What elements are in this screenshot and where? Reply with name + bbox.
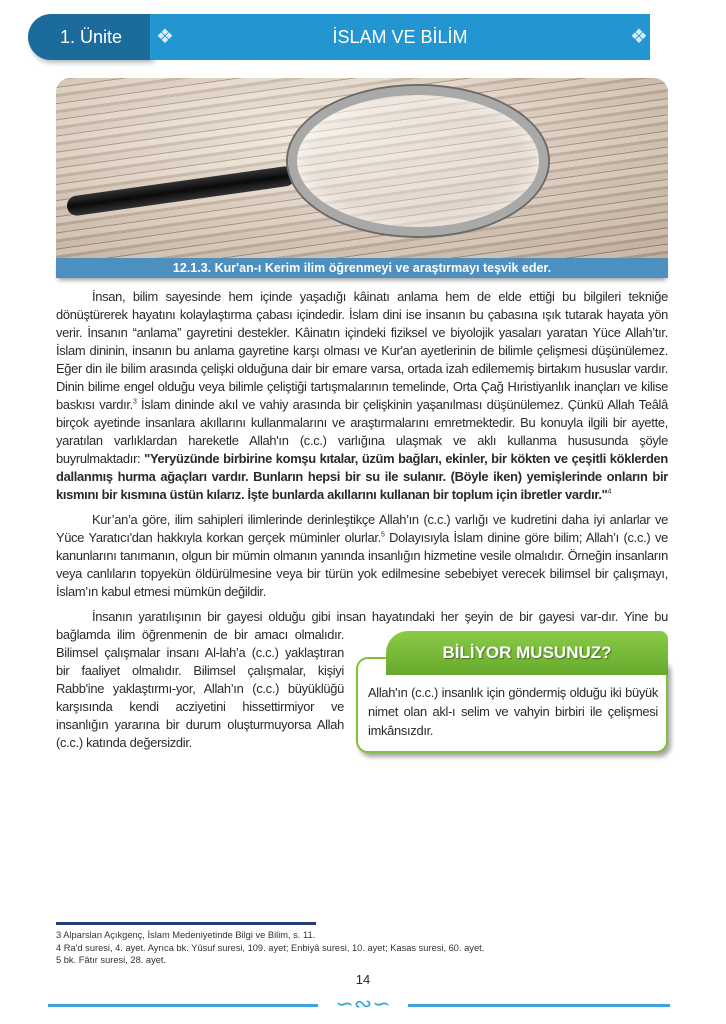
paragraph [56,288,668,504]
text: İnsan, bilim sayesinde hem içinde yaşadığı kâinatı anlama hem de elde ettiği bu bilgileri tekniğe dönüştürerek hayatını kolaylaştırma çabası içindedir. İslam dini ise insanın bu çabasına ışık tutarak hayata yön verir. İnsanın “anlama” gayretini destekler. Kâinatın içindeki fiziksel ve biyolojik yasaları yaratan Yüce Allah’tır. İslam dininin, insanın bu anlama gayretine karşı olması ve Kur'an ayetlerinin de bilimle çelişmesi düşünülemez. Eğer din ile bilim arasında çelişki olduğuna dair bir emare varsa, ortada izah edilememiş birtakım hususlar vardır. Dinin bilime engel olduğu veya bilimle çeliştiği tartışmalarının temelinde, Orta Çağ Hıristiyanlık inançları ve kilise baskısı vardır. [56,289,668,412]
did-you-know-title: BİLİYOR MUSUNUZ? [386,631,668,675]
footnote: 4 Ra'd suresi, 4. ayet. Ayrıca bk. Yûsuf suresi, 109. ayet; Enbiyâ suresi, 10. ayet; Kasas suresi, 60. ayet. [56,942,485,953]
paragraph [56,511,668,601]
text: Kur’an’a göre, ilim sahipleri ilimlerinde derinleştikçe Allah’ın (c.c.) varlığı ve kudretini daha iyi anlarlar ve Yüce Yaratıcı'dan hakkıyla korkan gerçek müminler olurlar. [56,512,668,545]
footnote: 5 bk. Fâtır suresi, 28. ayet. [56,955,167,965]
footnote-ref: 5 [380,531,385,539]
ornament-icon: ❖ [630,26,648,48]
did-you-know-text: Allah'ın (c.c.) insanlık için göndermiş olduğu iki büyük nimet olan akl-ı selim ve vahyin birbiri ile çelişmesi imkânsızdır. [368,685,658,738]
footnote-divider [56,922,316,925]
ornament-icon: ❖ [156,26,174,48]
footnote: 3 Alparslan Açıkgenç, İslam Medeniyetinde Bilgi ve Bilim, s. 11. [56,930,316,940]
magnifier-lens [288,86,548,236]
text: İslam dininde akıl ve vahiy arasında bir çelişkinin yaşanılması düşünülemez. Çünkü Allah Teâlâ birçok ayetinde insanlara akıllarını kullanmalarını ve araştırmalarını emretmektedir. Bu konuyla ilgili bir ayette, yaratılan varlıklardan hareketle Allah'ın (c.c.) varlığına ulaşmak ve aklı kullanma hususunda şöyle buyrulmaktadır: [56,397,668,466]
paragraph [56,608,668,752]
did-you-know-box [356,631,668,753]
footnote-ref: 3 [132,398,137,406]
verse-quote: "Yeryüzünde birbirine komşu kıtalar, üzüm bağları, ekinler, bir kökten ve çeşitli köklerden dallanmış hurma ağaçları vardır. Bunların hepsi bir su ile sulanır. (Böyle iken) yemişlerinde onların bir kısmını bir kısmına üstün kılarız. İşte bunlarda akıllarını kullanan bir toplum için ibretler vardır." [56,451,669,502]
page-number: 14 [355,972,371,987]
footnote-ref: 4 [607,488,612,496]
quran-magnifier-image [56,78,668,258]
footer-swirl-icon: ∽∾∽ [318,994,408,1016]
chapter-title: İSLAM VE BİLİM [332,27,468,47]
text: Dolayısıyla İslam dinine göre bilim; Allah’ı (c.c.) ve kanunlarını tanımanın, olgun bir mümin olmanın yanında insanlığın hizmetine vesile olmalıdır. Örneğin insanların veya canlıların topyekün öldürülmesine veya bir türün yok edilmesine sebebiyet verecek bilimsel bir çalışmayı, İslam’ın kabul etmesi mümkün değildir. [56,530,668,599]
chapter-title-bar [150,14,650,60]
figure-caption: 12.1.3. Kur'an-ı Kerim ilim öğrenmeyi ve araştırmayı teşvik eder. [56,258,668,278]
unit-tab: 1. Ünite [28,14,158,60]
footnotes [56,929,484,967]
body-text [56,288,668,759]
text: İnsanın yaratılışının bir gayesi olduğu gibi insan hayatındaki her şeyin de bir gayesi var-dır. Yine bu bağlamda ilim öğrenmenin de bir amacı olmalıdır. Bilimsel çalışmalar insanı Al-lah’a (c.c.) yaklaştıran bir faaliyet olmalıdır. Bilimsel çalışmalar, kişiyi Rabb'ine yaklaştırmı-yor, Allah’ın (c.c.) büyüklüğü karşısında kendi acziyetini hissettirmiyor ve insanlığın yararına bir durum oluşturmuyorsa Allah (c.c.) katında değersizdir. [56,609,668,750]
